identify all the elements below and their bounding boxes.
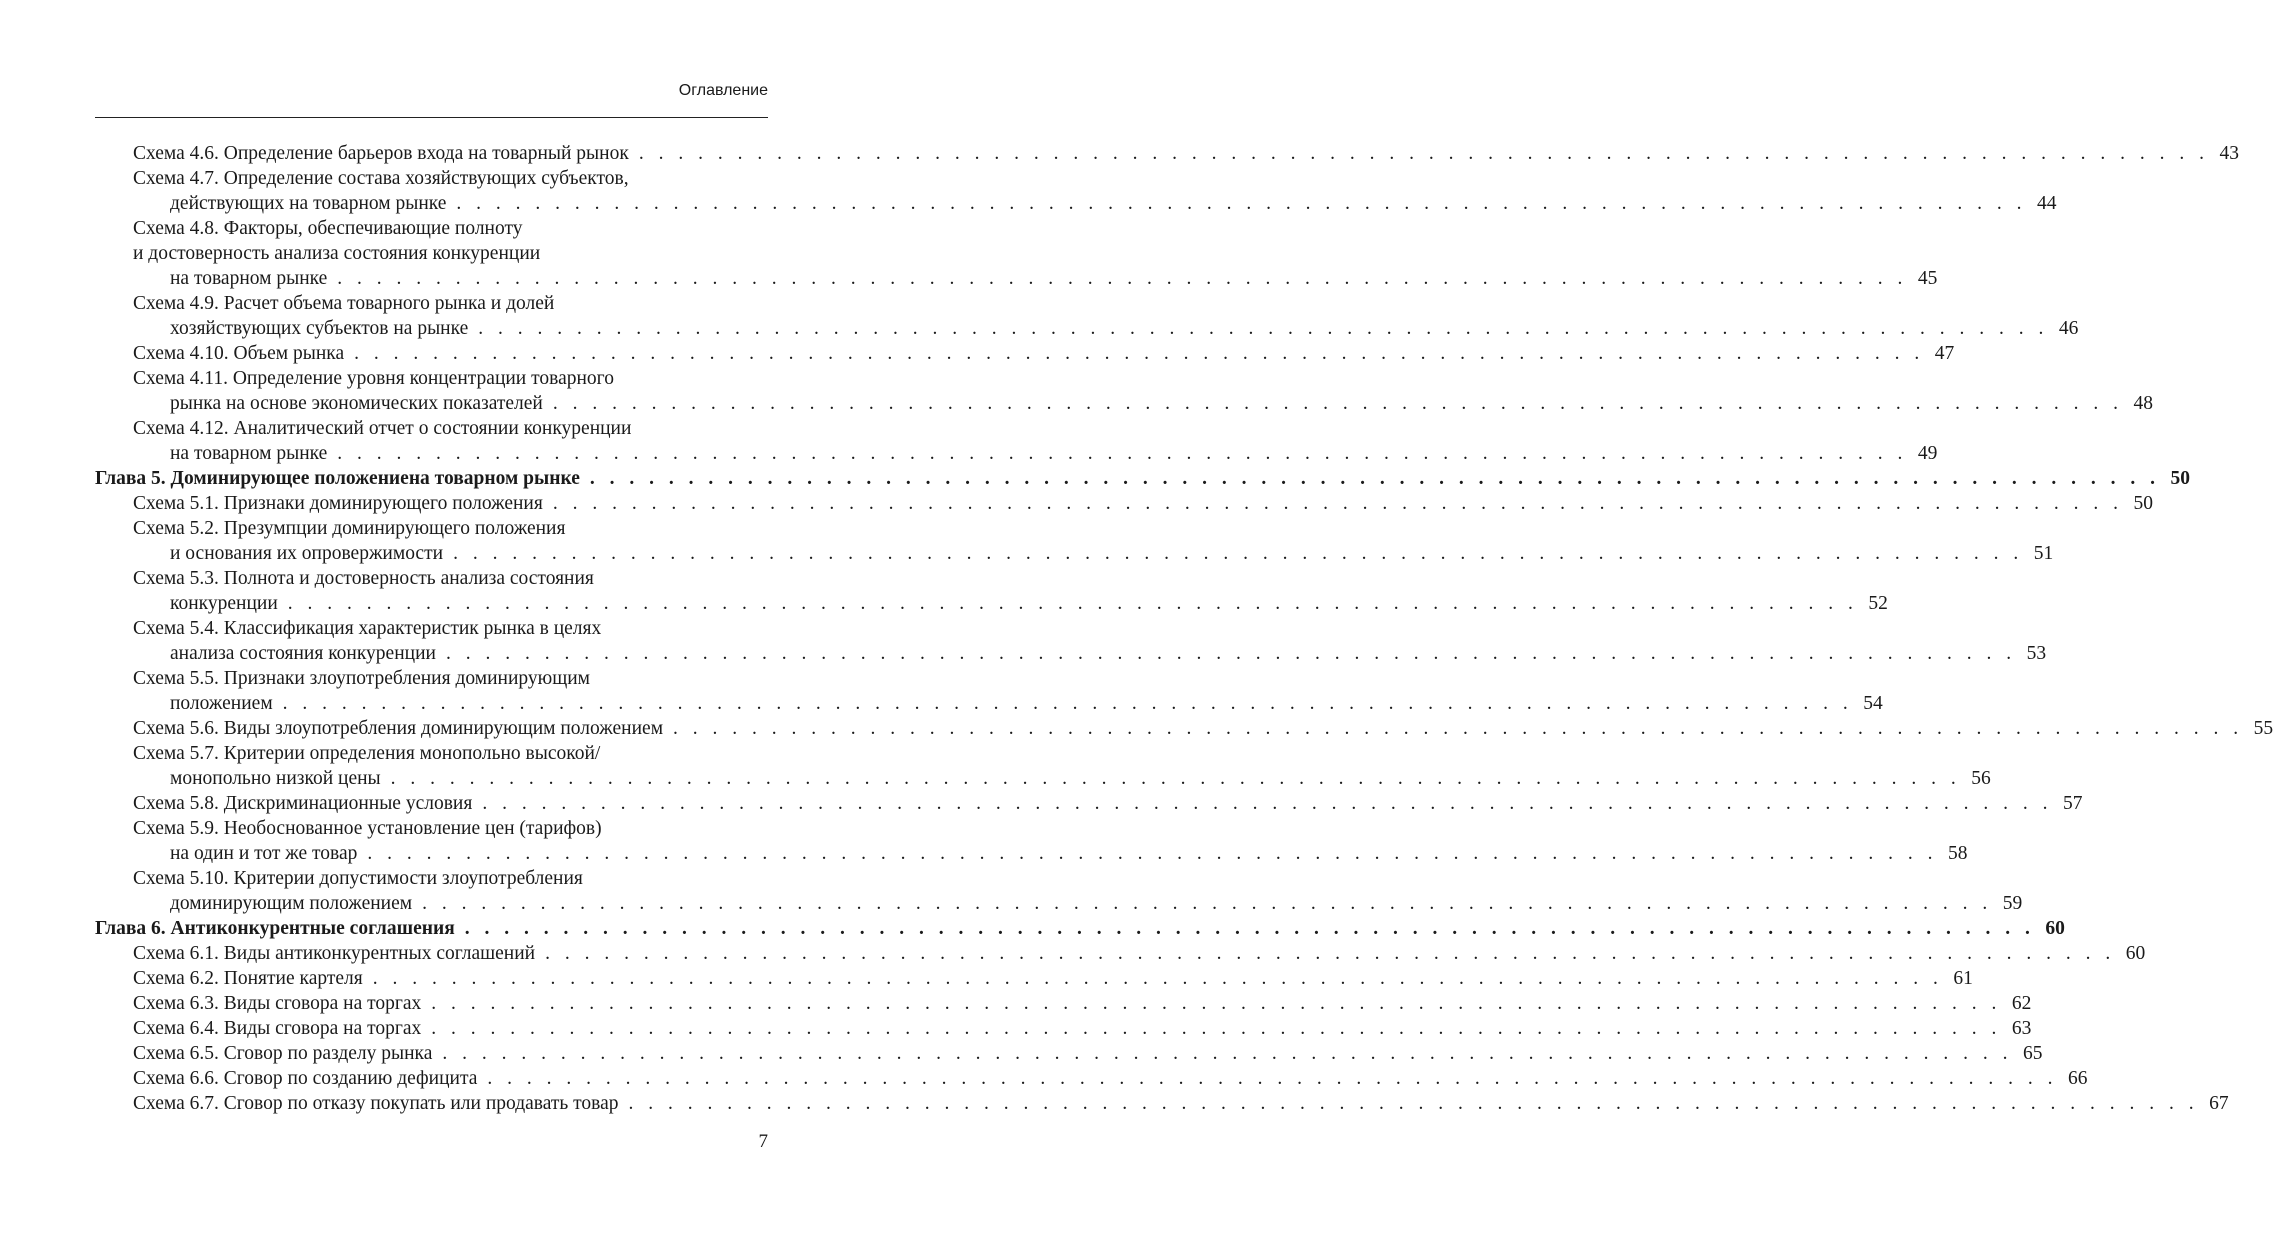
toc-entry[interactable]	[95, 466, 2190, 491]
toc-page-number: 66	[2068, 1068, 2088, 1089]
page-number: 7	[758, 1131, 768, 1152]
toc-leader-dots: . . . . . . . . . . . . . . . . . . . . . . . . . . . . . . . . . . . . . . . . . . . . . . . . . . . . . . . . . . . . . . . . . . . . . . . . . . . . . . . .	[372, 968, 1943, 989]
toc-scheme-line	[95, 766, 1991, 791]
toc-entry-title: на товарном рынке	[170, 443, 328, 464]
toc-leader-dots: . . . . . . . . . . . . . . . . . . . . . . . . . . . . . . . . . . . . . . . . . . . . . . . . . . . . . . . . . . . . . . . . . . . . . . . . . . . . . . . .	[456, 193, 2027, 214]
toc-entry-title: Схема 6.5. Сговор по разделу рынка	[133, 1043, 433, 1064]
toc-scheme-line	[95, 566, 768, 591]
toc-scheme-line	[95, 441, 1938, 466]
running-head-title: Оглавление	[678, 82, 768, 99]
toc-scheme-line	[95, 416, 768, 441]
toc-entry[interactable]	[95, 1066, 2088, 1091]
toc-entry-title: и достоверность анализа состояния конкуренции	[133, 243, 541, 264]
toc-page-number: 60	[2125, 943, 2146, 964]
toc-entry[interactable]	[95, 916, 2065, 941]
toc-leader-dots: . . . . . . . . . . . . . . . . . . . . . . . . . . . . . . . . . . . . . . . . . . . . . . . . . . . . . . . . . . . . . . . . . . . . . . . . . . . . . . . .	[442, 1043, 2013, 1064]
toc-entry-title: Схема 6.4. Виды сговора на торгах	[133, 1018, 422, 1039]
toc-scheme-line	[95, 991, 2032, 1016]
toc-scheme-line	[95, 891, 2023, 916]
toc-entry-title: Схема 5.2. Презумпции доминирующего положения	[133, 518, 566, 539]
toc-scheme-line	[95, 391, 2153, 416]
toc-entry-title: Схема 4.11. Определение уровня концентрации товарного	[133, 368, 614, 389]
toc-leader-dots: . . . . . . . . . . . . . . . . . . . . . . . . . . . . . . . . . . . . . . . . . . . . . . . . . . . . . . . . . . . . . . . . . . . . . . . . . . . . . . . .	[478, 318, 2049, 339]
toc-entry[interactable]	[95, 1041, 2043, 1066]
toc-entry-title: на один и тот же товар	[170, 843, 358, 864]
toc-leader-dots: . . . . . . . . . . . . . . . . . . . . . . . . . . . . . . . . . . . . . . . . . . . . . . . . . . . . . . . . . . . . . . . . . . . . . . . . . . . . . . . .	[628, 1093, 2199, 1114]
toc-page-number: 59	[2002, 893, 2023, 914]
toc-scheme-line	[95, 741, 768, 766]
toc-page-number: 47	[1934, 343, 1955, 364]
toc-leader-dots: . . . . . . . . . . . . . . . . . . . . . . . . . . . . . . . . . . . . . . . . . . . . . . . . . . . . . . . . . . . . . . . . . . . . . . . . . . . . . . . .	[431, 1018, 2002, 1039]
toc-page-number: 50	[2133, 493, 2153, 514]
toc-scheme-line	[95, 966, 1973, 991]
toc-scheme-line	[95, 241, 768, 266]
toc-scheme-line	[95, 516, 768, 541]
toc-scheme-line	[95, 941, 2146, 966]
toc-scheme-line	[95, 841, 1968, 866]
toc-entry-title: рынка на основе экономических показателей	[170, 393, 543, 414]
toc-leader-dots: . . . . . . . . . . . . . . . . . . . . . . . . . . . . . . . . . . . . . . . . . . . . . . . . . . . . . . . . . . . . . . . . . . . . . . . . . . . . . . . .	[487, 1068, 2058, 1089]
toc-leader-dots: . . . . . . . . . . . . . . . . . . . . . . . . . . . . . . . . . . . . . . . . . . . . . . . . . . . . . . . . . . . . . . . . . . . . . . . . . . . . . . . .	[453, 543, 2024, 564]
toc-scheme-line	[95, 641, 2047, 666]
toc-entry-title: Схема 5.4. Классификация характеристик рынка в целях	[133, 618, 602, 639]
toc-scheme-line	[95, 166, 768, 191]
toc-entry-title: монопольно низкой цены	[170, 768, 381, 789]
toc-entry-title: Схема 5.10. Критерии допустимости злоупотребления	[133, 868, 583, 889]
toc-entry-title: Схема 6.2. Понятие картеля	[133, 968, 363, 989]
toc-leader-dots: . . . . . . . . . . . . . . . . . . . . . . . . . . . . . . . . . . . . . . . . . . . . . . . . . . . . . . . . . . . . . . . . . . . . . . . . . . . . . . . .	[367, 843, 1938, 864]
toc-page-number: 63	[2011, 1018, 2032, 1039]
toc-page-number: 57	[2062, 793, 2083, 814]
toc-leader-dots: . . . . . . . . . . . . . . . . . . . . . . . . . . . . . . . . . . . . . . . . . . . . . . . . . . . . . . . . . . . . . . . . . . . . . . . . . . . . . . . .	[282, 693, 1853, 714]
toc-leader-dots: . . . . . . . . . . . . . . . . . . . . . . . . . . . . . . . . . . . . . . . . . . . . . . . . . . . . . . . . . . . . . . . . . . . . . . . . . . . . . . . .	[589, 468, 2160, 489]
toc-scheme-line	[95, 591, 1888, 616]
toc-entry-title: Глава 6. Антиконкурентные соглашения	[95, 918, 455, 939]
toc-page-number: 43	[2219, 143, 2239, 164]
toc-chapter-line	[95, 916, 2065, 941]
toc-scheme-line	[95, 1016, 2032, 1041]
toc-entry-title: конкуренции	[170, 593, 278, 614]
toc-leader-dots: . . . . . . . . . . . . . . . . . . . . . . . . . . . . . . . . . . . . . . . . . . . . . . . . . . . . . . . . . . . . . . . . . . . . . . . . . . . . . . . .	[354, 343, 1925, 364]
toc-entry-title: Схема 6.7. Сговор по отказу покупать или продавать товар	[133, 1093, 619, 1114]
toc-scheme-line	[95, 316, 2079, 341]
table-of-contents	[95, 141, 2273, 1116]
toc-entry[interactable]	[95, 1091, 2229, 1116]
toc-scheme-line	[95, 716, 2273, 741]
toc-entry-title: анализа состояния конкуренции	[170, 643, 436, 664]
toc-page-number: 61	[1953, 968, 1973, 989]
toc-entry[interactable]	[95, 216, 1938, 291]
toc-entry[interactable]	[95, 416, 1938, 466]
toc-entry-title: Схема 5.7. Критерии определения монопольно высокой/	[133, 743, 601, 764]
toc-scheme-line	[95, 1041, 2043, 1066]
toc-entry-title: Схема 6.1. Виды антиконкурентных соглашений	[133, 943, 536, 964]
toc-page-number: 50	[2170, 468, 2190, 489]
toc-page-number: 65	[2023, 1043, 2043, 1064]
toc-scheme-line	[95, 216, 768, 241]
toc-leader-dots: . . . . . . . . . . . . . . . . . . . . . . . . . . . . . . . . . . . . . . . . . . . . . . . . . . . . . . . . . . . . . . . . . . . . . . . . . . . . . . . .	[287, 593, 1858, 614]
toc-page-number: 60	[2045, 918, 2065, 939]
toc-entry[interactable]	[95, 366, 2153, 416]
toc-entry[interactable]	[95, 616, 2047, 666]
toc-scheme-line	[95, 691, 1883, 716]
toc-page-number: 62	[2011, 993, 2032, 1014]
toc-entry-title: Схема 5.3. Полнота и достоверность анализа состояния	[133, 568, 594, 589]
toc-entry-title: Схема 4.6. Определение барьеров входа на товарный рынок	[133, 143, 629, 164]
toc-leader-dots: . . . . . . . . . . . . . . . . . . . . . . . . . . . . . . . . . . . . . . . . . . . . . . . . . . . . . . . . . . . . . . . . . . . . . . . . . . . . . . . .	[337, 443, 1908, 464]
toc-page-number: 51	[2033, 543, 2054, 564]
toc-scheme-line	[95, 1091, 2229, 1116]
toc-leader-dots: . . . . . . . . . . . . . . . . . . . . . . . . . . . . . . . . . . . . . . . . . . . . . . . . . . . . . . . . . . . . . . . . . . . . . . . . . . . . . . . .	[552, 493, 2123, 514]
toc-page-number: 48	[2133, 393, 2153, 414]
toc-entry[interactable]	[95, 666, 1883, 716]
toc-scheme-line	[95, 1066, 2088, 1091]
toc-leader-dots: . . . . . . . . . . . . . . . . . . . . . . . . . . . . . . . . . . . . . . . . . . . . . . . . . . . . . . . . . . . . . . . . . . . . . . . . . . . . . . . .	[422, 893, 1993, 914]
toc-scheme-line	[95, 191, 2057, 216]
toc-entry-title: Схема 5.1. Признаки доминирующего положения	[133, 493, 543, 514]
toc-leader-dots: . . . . . . . . . . . . . . . . . . . . . . . . . . . . . . . . . . . . . . . . . . . . . . . . . . . . . . . . . . . . . . . . . . . . . . . . . . . . . . . .	[390, 768, 1961, 789]
toc-page-number: 67	[2209, 1093, 2229, 1114]
toc-entry-title: Схема 6.6. Сговор по созданию дефицита	[133, 1068, 478, 1089]
toc-leader-dots: . . . . . . . . . . . . . . . . . . . . . . . . . . . . . . . . . . . . . . . . . . . . . . . . . . . . . . . . . . . . . . . . . . . . . . . . . . . . . . . .	[464, 918, 2035, 939]
toc-scheme-line	[95, 791, 2083, 816]
toc-chapter-line	[95, 466, 2190, 491]
toc-entry[interactable]	[95, 816, 1968, 866]
toc-entry[interactable]	[95, 341, 1955, 366]
toc-scheme-line	[95, 616, 768, 641]
toc-entry-title: и основания их опровержимости	[170, 543, 444, 564]
toc-page-number: 52	[1868, 593, 1888, 614]
toc-entry[interactable]	[95, 516, 2054, 566]
toc-leader-dots: . . . . . . . . . . . . . . . . . . . . . . . . . . . . . . . . . . . . . . . . . . . . . . . . . . . . . . . . . . . . . . . . . . . . . . . . . . . . . . . .	[552, 393, 2123, 414]
toc-entry-title: Схема 5.6. Виды злоупотребления доминирующим положением	[133, 718, 664, 739]
toc-entry-title: действующих на товарном рынке	[170, 193, 447, 214]
toc-entry-title: Схема 5.8. Дискриминационные условия	[133, 793, 473, 814]
toc-scheme-line	[95, 866, 768, 891]
toc-scheme-line	[95, 266, 1938, 291]
toc-entry[interactable]	[95, 966, 1973, 991]
toc-entry[interactable]	[95, 491, 2153, 516]
toc-scheme-line	[95, 366, 768, 391]
toc-entry-title: Схема 4.7. Определение состава хозяйствующих субъектов,	[133, 168, 629, 189]
toc-entry-title: на товарном рынке	[170, 268, 328, 289]
toc-entry-title: положением	[170, 693, 273, 714]
toc-page-number: 49	[1917, 443, 1938, 464]
toc-leader-dots: . . . . . . . . . . . . . . . . . . . . . . . . . . . . . . . . . . . . . . . . . . . . . . . . . . . . . . . . . . . . . . . . . . . . . . . . . . . . . . . .	[673, 718, 2244, 739]
toc-entry[interactable]	[95, 141, 2239, 166]
toc-entry[interactable]	[95, 741, 1991, 791]
toc-scheme-line	[95, 341, 1955, 366]
toc-scheme-line	[95, 816, 768, 841]
toc-entry-title: Схема 4.9. Расчет объема товарного рынка и долей	[133, 293, 555, 314]
toc-entry[interactable]	[95, 941, 2146, 966]
toc-entry[interactable]	[95, 291, 2079, 341]
toc-leader-dots: . . . . . . . . . . . . . . . . . . . . . . . . . . . . . . . . . . . . . . . . . . . . . . . . . . . . . . . . . . . . . . . . . . . . . . . . . . . . . . . .	[638, 143, 2209, 164]
toc-scheme-line	[95, 141, 2239, 166]
toc-entry[interactable]	[95, 566, 1888, 616]
toc-entry-title: Глава 5. Доминирующее положениена товарном рынке	[95, 468, 580, 489]
toc-entry[interactable]	[95, 1016, 2032, 1041]
toc-page-number: 56	[1971, 768, 1991, 789]
toc-leader-dots: . . . . . . . . . . . . . . . . . . . . . . . . . . . . . . . . . . . . . . . . . . . . . . . . . . . . . . . . . . . . . . . . . . . . . . . . . . . . . . . .	[482, 793, 2053, 814]
toc-scheme-line	[95, 666, 768, 691]
toc-entry-title: Схема 4.12. Аналитический отчет о состоянии конкуренции	[133, 418, 632, 439]
toc-entry-title: Схема 6.3. Виды сговора на торгах	[133, 993, 422, 1014]
toc-entry[interactable]	[95, 166, 2057, 216]
toc-entry[interactable]	[95, 716, 2273, 741]
toc-leader-dots: . . . . . . . . . . . . . . . . . . . . . . . . . . . . . . . . . . . . . . . . . . . . . . . . . . . . . . . . . . . . . . . . . . . . . . . . . . . . . . . .	[431, 993, 2002, 1014]
toc-entry-title: доминирующим положением	[170, 893, 413, 914]
toc-page-number: 45	[1917, 268, 1938, 289]
toc-entry-title: Схема 5.5. Признаки злоупотребления доминирующим	[133, 668, 591, 689]
toc-entry[interactable]	[95, 791, 2083, 816]
toc-entry-title: Схема 5.9. Необоснованное установление цен (тарифов)	[133, 818, 602, 839]
toc-entry[interactable]	[95, 991, 2032, 1016]
toc-scheme-line	[95, 541, 2054, 566]
toc-scheme-line	[95, 491, 2153, 516]
toc-entry-title: Схема 4.8. Факторы, обеспечивающие полноту	[133, 218, 523, 239]
toc-entry-title: хозяйствующих субъектов на рынке	[170, 318, 469, 339]
toc-leader-dots: . . . . . . . . . . . . . . . . . . . . . . . . . . . . . . . . . . . . . . . . . . . . . . . . . . . . . . . . . . . . . . . . . . . . . . . . . . . . . . . .	[445, 643, 2017, 664]
toc-page-number: 53	[2026, 643, 2047, 664]
toc-page-number: 55	[2253, 718, 2273, 739]
toc-leader-dots: . . . . . . . . . . . . . . . . . . . . . . . . . . . . . . . . . . . . . . . . . . . . . . . . . . . . . . . . . . . . . . . . . . . . . . . . . . . . . . . .	[337, 268, 1908, 289]
toc-entry[interactable]	[95, 866, 2023, 916]
toc-page-number: 46	[2058, 318, 2079, 339]
toc-entry-title: Схема 4.10. Объем рынка	[133, 343, 345, 364]
toc-scheme-line	[95, 291, 768, 316]
toc-page-number: 44	[2037, 193, 2057, 214]
header-rule	[95, 117, 768, 118]
toc-page-number: 58	[1948, 843, 1968, 864]
toc-leader-dots: . . . . . . . . . . . . . . . . . . . . . . . . . . . . . . . . . . . . . . . . . . . . . . . . . . . . . . . . . . . . . . . . . . . . . . . . . . . . . . . .	[545, 943, 2116, 964]
toc-page-number: 54	[1863, 693, 1883, 714]
